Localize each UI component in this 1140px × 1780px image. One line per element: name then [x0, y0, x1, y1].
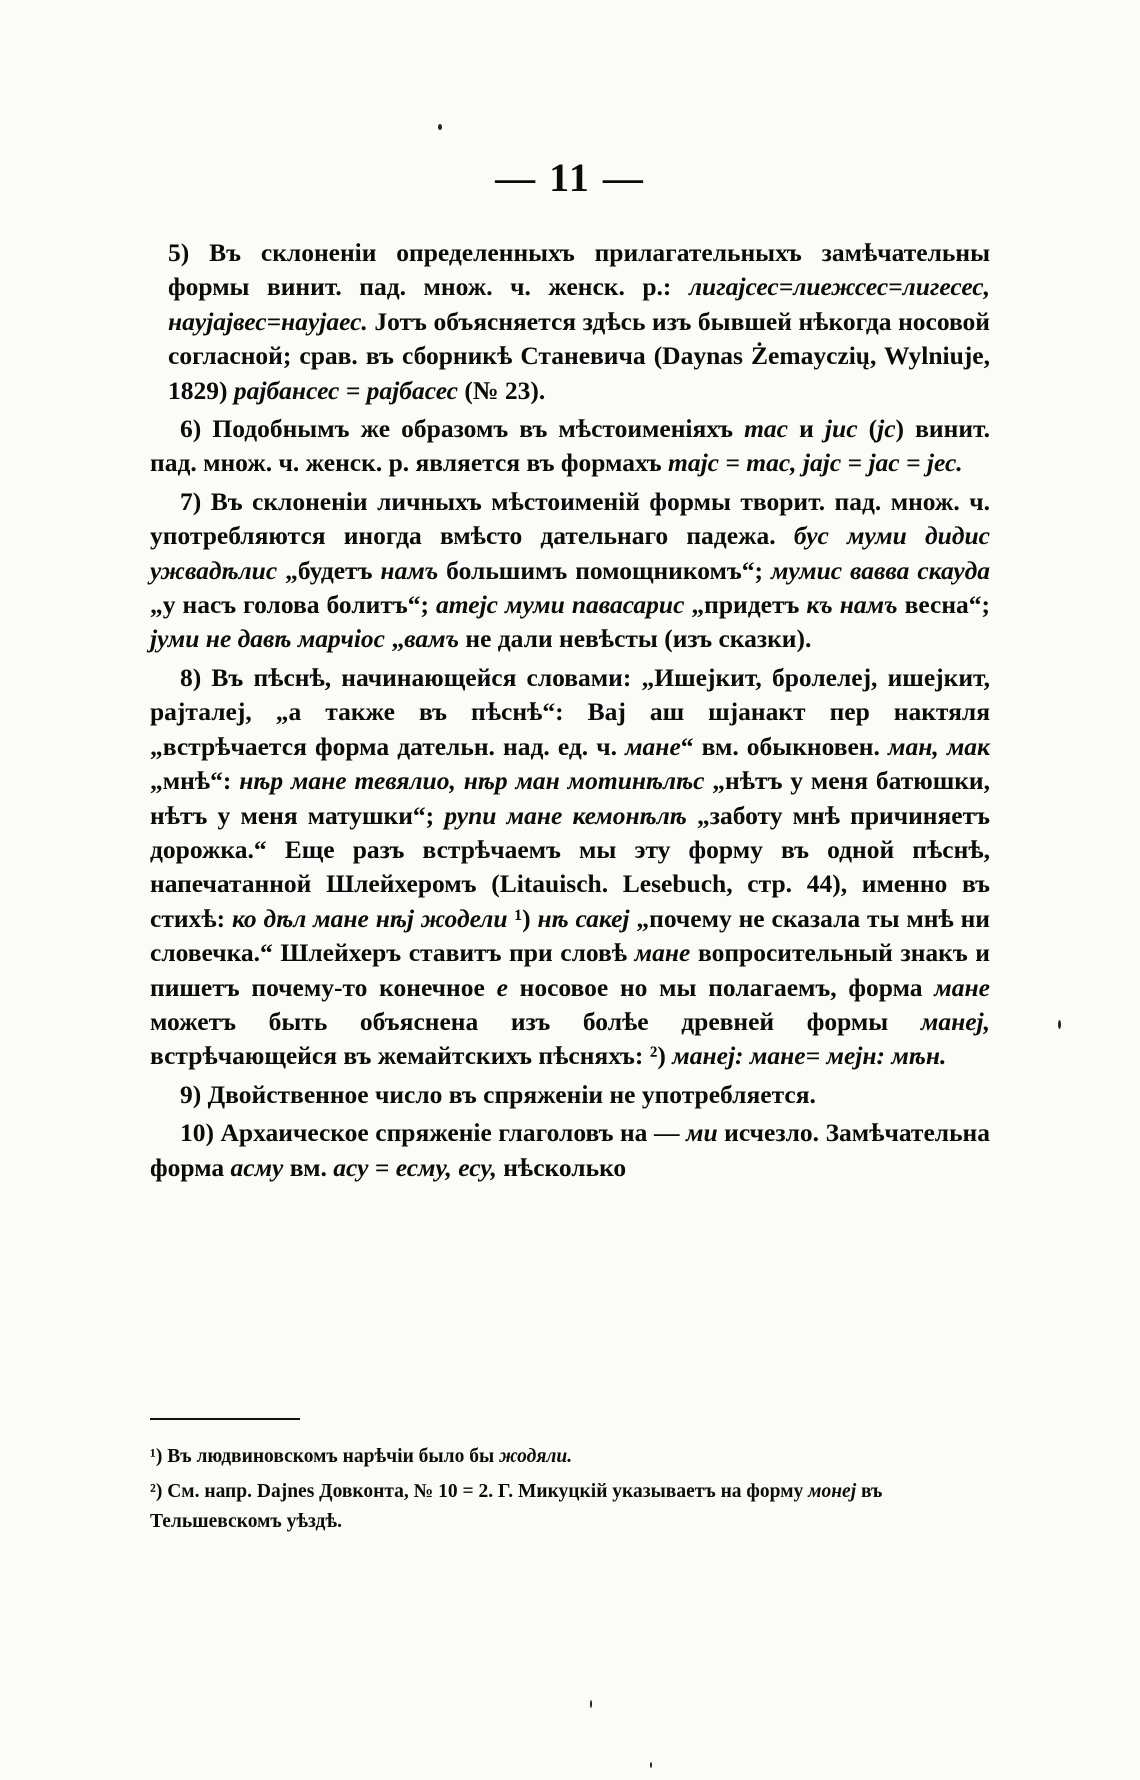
text-segment: весна“;: [897, 590, 991, 620]
italic-text-segment: ко дѣл мане нѣј жодели: [231, 903, 508, 933]
italic-text-segment: мане: [934, 972, 990, 1002]
italic-text-segment: вамъ: [404, 624, 459, 654]
paragraph-7: [150, 485, 990, 657]
text-segment: ¹) Въ людвиновскомъ нарѣчіи было бы: [150, 1446, 500, 1467]
italic-text-segment: манеј,: [920, 1006, 990, 1036]
italic-text-segment: жодяли.: [499, 1446, 573, 1467]
page-number: — 11 —: [495, 155, 645, 200]
text-segment: 6) Подобнымъ же образомъ въ мѣстоименіяхъ: [180, 414, 745, 444]
text-segment: вм.: [283, 1152, 334, 1182]
italic-text-segment: ми: [685, 1118, 718, 1148]
italic-text-segment: асму: [230, 1152, 284, 1182]
text-segment: (№ 23).: [458, 375, 546, 405]
paragraph-5: [150, 236, 990, 408]
text-segment: „будетъ: [277, 555, 381, 585]
italic-text-segment: мане: [634, 938, 691, 968]
text-segment: въ Тельшевскомъ уѣздѣ.: [150, 1481, 883, 1532]
text-segment: 10) Архаическое спряженіе глаголовъ на —: [180, 1118, 686, 1148]
italic-text-segment: атејс муми павасарис: [436, 590, 685, 620]
text-segment: встрѣчающейся въ жемайтскихъ пѣсняхъ: ²): [150, 1041, 673, 1071]
text-segment: „придетъ: [684, 590, 807, 620]
text-segment: (: [857, 414, 878, 444]
text-segment: „у насъ голова болитъ“;: [150, 590, 436, 620]
italic-text-segment: рупи мане кемонѣлѣ: [444, 800, 687, 830]
paragraph-8: [150, 661, 990, 1074]
italic-text-segment: рајбансес = рајбасес: [233, 375, 458, 405]
body-text: [150, 236, 990, 1189]
italic-text-segment: тас: [744, 414, 788, 444]
scan-speck: [1058, 1020, 1061, 1029]
text-segment: и: [787, 414, 825, 444]
text-segment: исчезло. Замѣчательна форма: [150, 1118, 990, 1182]
scan-speck: [650, 1762, 652, 1768]
italic-text-segment: монеј: [808, 1481, 857, 1502]
footnote-2: [150, 1477, 990, 1537]
text-segment: „заботу мнѣ причиняетъ дорожка.“ Еще разъ встрѣчаемъ мы эту форму въ одной пѣснѣ, напечатанной Шлейхеромъ (Litauisch. Lesebuch, стр. 44), именно въ стихѣ:: [150, 800, 990, 933]
paragraph-9: [150, 1078, 990, 1112]
paragraph-10: [150, 1116, 990, 1185]
italic-text-segment: мумис вавва скауда: [770, 555, 990, 585]
text-segment: носовое но мы полагаемъ, форма: [507, 972, 935, 1002]
italic-text-segment: намъ: [380, 555, 439, 585]
italic-text-segment: јс: [877, 414, 896, 444]
italic-text-segment: тајс = тас, јајс = јас = јес.: [668, 448, 963, 478]
text-segment: 9) Двойственное число въ спряженіи не употребляется.: [180, 1079, 816, 1109]
text-segment: нѣсколько: [496, 1152, 627, 1182]
text-segment: „почему не сказала ты мнѣ ни словечка.“ Шлейхеръ ставитъ при словѣ: [150, 903, 990, 968]
italic-text-segment: лигајсес=лиежсес=лигесес, нaујајвес=нaујaес.: [168, 272, 990, 336]
text-segment: ¹): [507, 903, 538, 933]
text-segment: Јотъ объясняется здѣсь изъ бывшей нѣкогда носовой согласной; срав. въ сборникѣ Станевича (Daynas Żemayczių, Wylniuje, 1829): [168, 306, 990, 405]
text-segment: ²) См. напр. Dajnes Довконта, № 10 = 2. Г. Микуцкій указываетъ на форму: [150, 1481, 809, 1502]
italic-text-segment: јуми не давѣ марчіос: [150, 624, 385, 654]
italic-text-segment: манеј: мане= мејн: мѣн.: [672, 1041, 947, 1071]
text-segment: 5) Въ склоненіи определенныхъ прилагательныхъ замѣчательны формы винит. пад. множ. ч. женск. р.:: [168, 238, 990, 302]
text-segment: можетъ быть объяснена изъ болѣе древней формы: [150, 1006, 921, 1036]
italic-text-segment: нѣ сакеј: [537, 903, 630, 933]
scan-speck: [590, 1700, 592, 1708]
italic-text-segment: мане: [625, 731, 681, 761]
text-segment: “ вм. обыкновен.: [680, 731, 888, 761]
footnote-1: [150, 1442, 990, 1472]
text-segment: ) винит. пад. множ. ч. женск. р. является въ формахъ: [150, 414, 990, 478]
italic-text-segment: е: [496, 972, 508, 1002]
scan-speck: [438, 124, 442, 130]
footnote-divider: [150, 1418, 300, 1420]
italic-text-segment: къ намъ: [806, 590, 898, 620]
italic-text-segment: бус муми дидис ужвадѣлис: [150, 521, 990, 585]
text-segment: „нѣтъ у меня батюшки, нѣтъ у меня матушки“;: [150, 766, 990, 830]
text-segment: вопросительный знакъ и пишетъ почему-то конечное: [150, 938, 991, 1002]
text-segment: большимъ помощникомъ“;: [438, 555, 771, 585]
italic-text-segment: асу = есму, есу,: [333, 1152, 497, 1182]
text-segment: не дали невѣсты (изъ сказки).: [459, 624, 812, 654]
text-segment: 8) Въ пѣснѣ, начинающейся словами: „Ишејкит, бролелеј, ишејкит, рајталеј, „а также въ пѣснѣ“: Вај аш шјанакт пер нактяля „встрѣчается форма дательн. над. ед. ч.: [150, 662, 990, 761]
text-segment: „: [385, 624, 405, 654]
footnotes: [150, 1442, 990, 1542]
text-segment: „мнѣ“:: [150, 766, 240, 796]
italic-text-segment: нѣр мане тевялио, нѣр ман мотинѣлѣс: [239, 766, 705, 796]
paragraph-6: [150, 412, 990, 481]
text-segment: 7) Въ склоненіи личныхъ мѣстоименій формы творит. пад. множ. ч. употребляются иногда вмѣсто дательнаго падежа.: [150, 486, 990, 551]
italic-text-segment: јис: [824, 414, 858, 444]
italic-text-segment: ман, мак: [887, 731, 990, 761]
